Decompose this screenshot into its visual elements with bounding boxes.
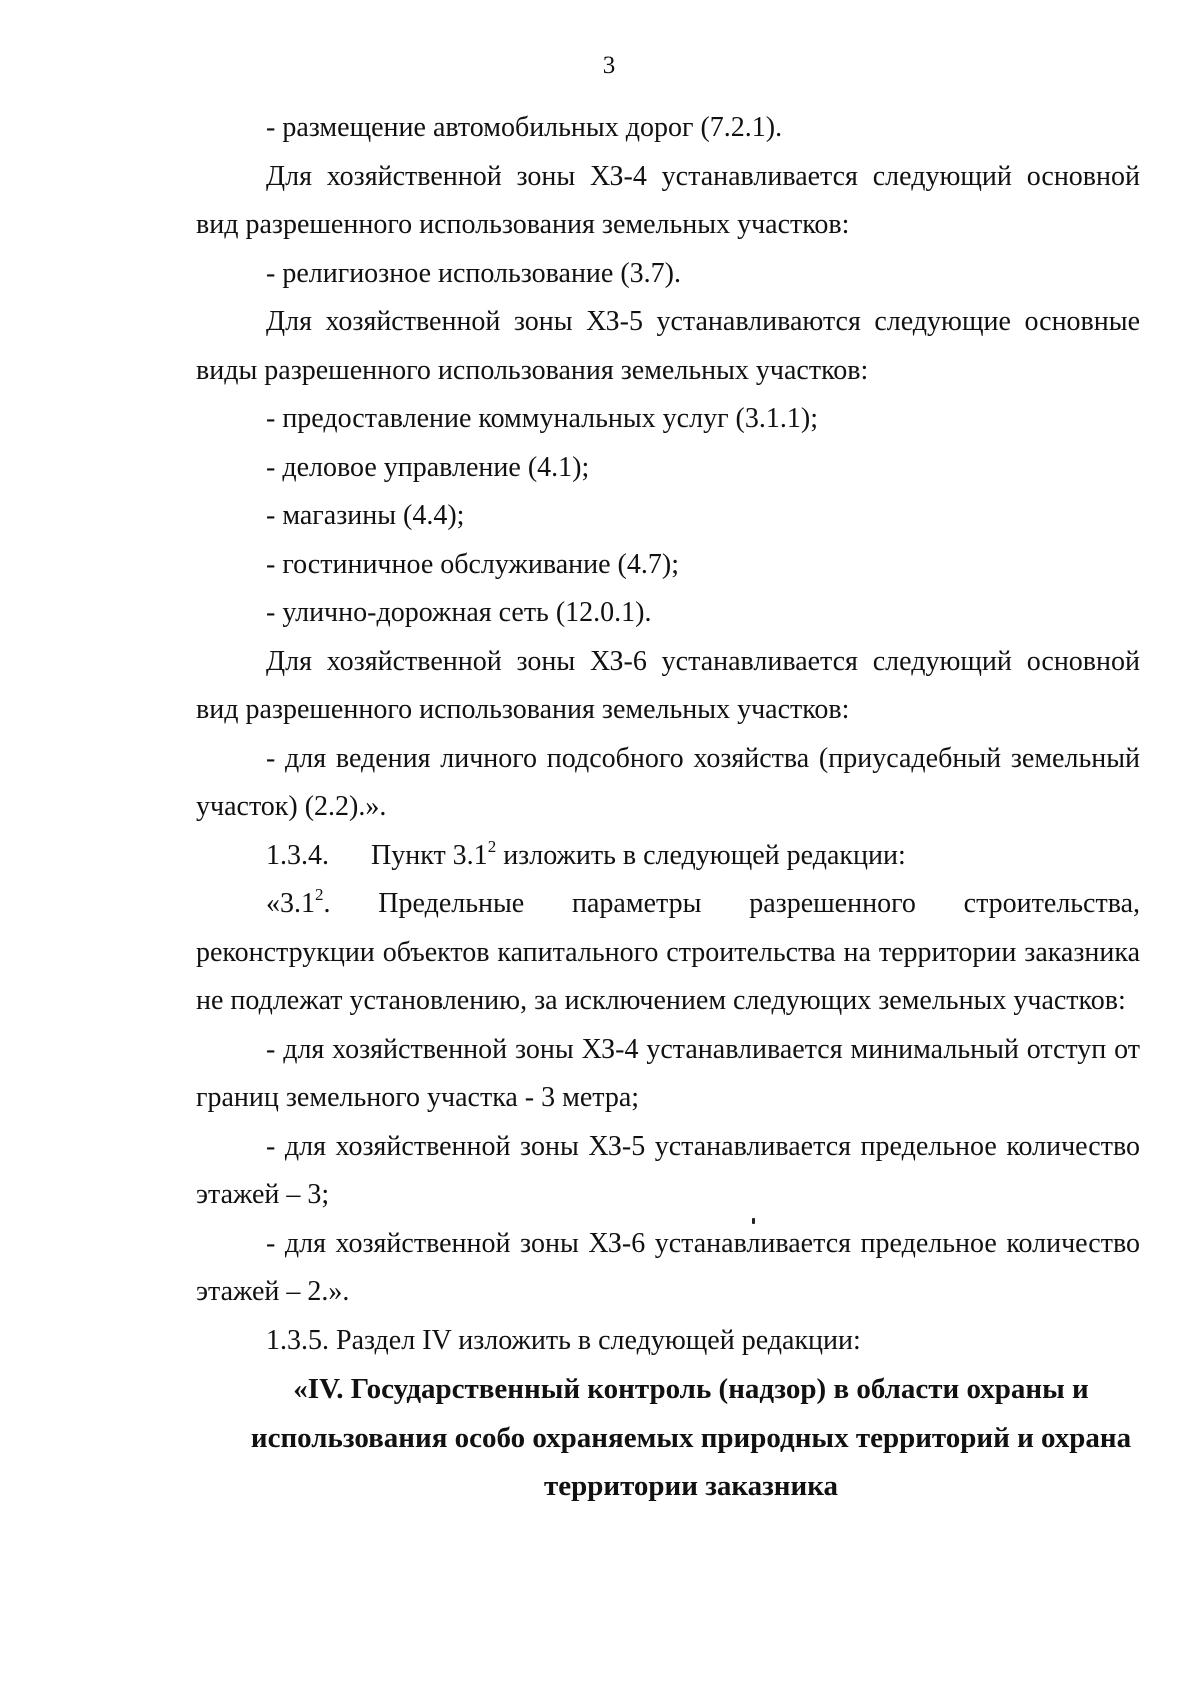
paragraph: - для хозяйственной зоны ХЗ-4 устанавливается минимальный отступ от границ земельного участка - 3 метра; — [196, 1033, 1140, 1113]
item-text: Пункт 3.1 — [371, 839, 488, 871]
item-1-3-4 — [196, 832, 1140, 881]
quote-open: «3.1 — [266, 888, 315, 919]
paragraph: - улично-дорожная сеть (12.0.1). — [266, 597, 652, 628]
item-number: 1.3.4. — [266, 839, 329, 871]
document-body — [196, 104, 1140, 1511]
paragraph: Для хозяйственной зоны ХЗ-4 устанавливается следующий основной вид разрешенного использования земельных участков: — [196, 160, 1140, 240]
quote-3-1-2 — [196, 880, 1140, 1026]
paragraph: 1.3.5. Раздел IV изложить в следующей редакции: — [266, 1324, 861, 1356]
superscript: 2 — [487, 836, 497, 856]
section-heading — [196, 1365, 1140, 1511]
paragraph: - для хозяйственной зоны ХЗ-6 устанавливается предельное количество этажей – 2.». — [196, 1227, 1140, 1307]
paragraph: - деловое управление (4.1); — [266, 451, 590, 483]
paragraph: - размещение автомобильных дорог (7.2.1). — [266, 112, 783, 143]
paragraph: - гостиничное обслуживание (4.7); — [266, 548, 679, 580]
paragraph: - для ведения личного подсобного хозяйства (приусадебный земельный участок) (2.2).». — [196, 742, 1140, 822]
section-heading-text: «IV. Государственный контроль (надзор) в области охраны и использования особо охраняемых природных территорий и охрана территории заказника — [250, 1373, 1132, 1502]
paragraph: - предоставление коммунальных услуг (3.1.1); — [266, 403, 818, 434]
item-text-tail: изложить в следующей редакции: — [496, 839, 906, 871]
paragraph: - магазины (4.4); — [266, 500, 465, 531]
paragraph: Для хозяйственной зоны ХЗ-6 устанавливается следующий основной вид разрешенного использования земельных участков: — [196, 645, 1140, 725]
superscript: 2 — [315, 885, 324, 904]
paragraph: - религиозное использование (3.7). — [266, 257, 681, 289]
scan-speck — [752, 1218, 755, 1224]
paragraph: - для хозяйственной зоны ХЗ-5 устанавливается предельное количество этажей – 3; — [196, 1130, 1140, 1210]
quote-text: . Предельные параметры разрешенного строительства, реконструкции объектов капитального строительства на территории заказника не подлежат установлению, за исключением следующих земельных участков: — [196, 888, 1140, 1016]
page-number: 3 — [602, 52, 616, 79]
paragraph: Для хозяйственной зоны ХЗ-5 устанавливаются следующие основные виды разрешенного использования земельных участков: — [196, 306, 1140, 386]
